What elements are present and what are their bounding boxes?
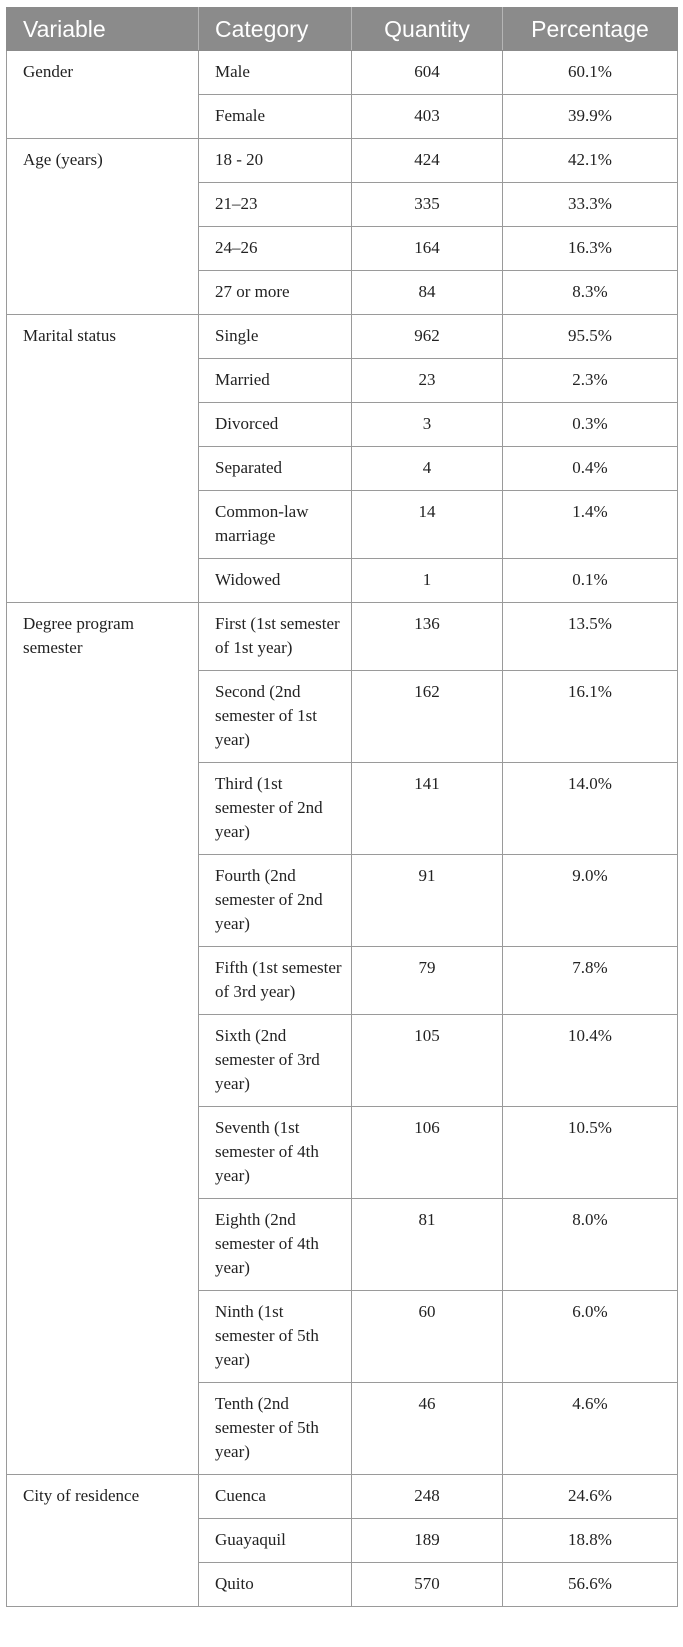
quantity-cell: 60: [352, 1291, 503, 1383]
percentage-cell: 8.3%: [503, 271, 678, 315]
category-cell: Quito: [199, 1563, 352, 1607]
category-cell: Seventh (1st semester of 4th year): [199, 1107, 352, 1199]
variable-cell: Marital status: [7, 315, 199, 603]
quantity-cell: 335: [352, 183, 503, 227]
table-row: [7, 603, 678, 671]
quantity-cell: 962: [352, 315, 503, 359]
table-row: [7, 315, 678, 359]
category-cell: 27 or more: [199, 271, 352, 315]
category-cell: First (1st semester of 1st year): [199, 603, 352, 671]
quantity-cell: 106: [352, 1107, 503, 1199]
table-body: [7, 51, 678, 1607]
percentage-cell: 95.5%: [503, 315, 678, 359]
table-container: [6, 7, 677, 1607]
category-cell: 21–23: [199, 183, 352, 227]
percentage-cell: 8.0%: [503, 1199, 678, 1291]
percentage-cell: 2.3%: [503, 359, 678, 403]
percentage-cell: 16.3%: [503, 227, 678, 271]
header-variable: Variable: [7, 8, 199, 51]
quantity-cell: 403: [352, 95, 503, 139]
quantity-cell: 570: [352, 1563, 503, 1607]
category-cell: Married: [199, 359, 352, 403]
percentage-cell: 9.0%: [503, 855, 678, 947]
variable-cell: City of residence: [7, 1475, 199, 1607]
percentage-cell: 6.0%: [503, 1291, 678, 1383]
quantity-cell: 141: [352, 763, 503, 855]
percentage-cell: 0.4%: [503, 447, 678, 491]
header-percentage: Percentage: [503, 8, 678, 51]
variable-cell: Age (years): [7, 139, 199, 315]
header-row: [7, 8, 678, 51]
category-cell: Sixth (2nd semester of 3rd year): [199, 1015, 352, 1107]
category-cell: Male: [199, 51, 352, 95]
demographics-table: [6, 7, 678, 1607]
quantity-cell: 3: [352, 403, 503, 447]
category-cell: Female: [199, 95, 352, 139]
percentage-cell: 60.1%: [503, 51, 678, 95]
category-cell: Divorced: [199, 403, 352, 447]
percentage-cell: 24.6%: [503, 1475, 678, 1519]
category-cell: Common-law marriage: [199, 491, 352, 559]
category-cell: Ninth (1st semester of 5th year): [199, 1291, 352, 1383]
category-cell: Tenth (2nd semester of 5th year): [199, 1383, 352, 1475]
table-row: [7, 139, 678, 183]
percentage-cell: 1.4%: [503, 491, 678, 559]
category-cell: Separated: [199, 447, 352, 491]
quantity-cell: 248: [352, 1475, 503, 1519]
quantity-cell: 14: [352, 491, 503, 559]
header-quantity: Quantity: [352, 8, 503, 51]
category-cell: Third (1st semester of 2nd year): [199, 763, 352, 855]
quantity-cell: 81: [352, 1199, 503, 1291]
category-cell: Single: [199, 315, 352, 359]
category-cell: Cuenca: [199, 1475, 352, 1519]
percentage-cell: 18.8%: [503, 1519, 678, 1563]
percentage-cell: 16.1%: [503, 671, 678, 763]
category-cell: 24–26: [199, 227, 352, 271]
percentage-cell: 10.4%: [503, 1015, 678, 1107]
percentage-cell: 13.5%: [503, 603, 678, 671]
percentage-cell: 7.8%: [503, 947, 678, 1015]
quantity-cell: 604: [352, 51, 503, 95]
table-row: [7, 1475, 678, 1519]
quantity-cell: 424: [352, 139, 503, 183]
variable-cell: Degree program semester: [7, 603, 199, 1475]
category-cell: Fourth (2nd semester of 2nd year): [199, 855, 352, 947]
quantity-cell: 189: [352, 1519, 503, 1563]
percentage-cell: 39.9%: [503, 95, 678, 139]
percentage-cell: 10.5%: [503, 1107, 678, 1199]
table-row: [7, 51, 678, 95]
quantity-cell: 4: [352, 447, 503, 491]
category-cell: 18 - 20: [199, 139, 352, 183]
quantity-cell: 164: [352, 227, 503, 271]
quantity-cell: 79: [352, 947, 503, 1015]
variable-cell: Gender: [7, 51, 199, 139]
percentage-cell: 42.1%: [503, 139, 678, 183]
quantity-cell: 1: [352, 559, 503, 603]
category-cell: Eighth (2nd semester of 4th year): [199, 1199, 352, 1291]
percentage-cell: 14.0%: [503, 763, 678, 855]
quantity-cell: 136: [352, 603, 503, 671]
percentage-cell: 0.3%: [503, 403, 678, 447]
header-category: Category: [199, 8, 352, 51]
category-cell: Fifth (1st semester of 3rd year): [199, 947, 352, 1015]
category-cell: Widowed: [199, 559, 352, 603]
percentage-cell: 56.6%: [503, 1563, 678, 1607]
quantity-cell: 105: [352, 1015, 503, 1107]
quantity-cell: 162: [352, 671, 503, 763]
quantity-cell: 91: [352, 855, 503, 947]
percentage-cell: 33.3%: [503, 183, 678, 227]
table-header: [7, 8, 678, 51]
quantity-cell: 23: [352, 359, 503, 403]
quantity-cell: 46: [352, 1383, 503, 1475]
category-cell: Guayaquil: [199, 1519, 352, 1563]
percentage-cell: 0.1%: [503, 559, 678, 603]
category-cell: Second (2nd semester of 1st year): [199, 671, 352, 763]
quantity-cell: 84: [352, 271, 503, 315]
percentage-cell: 4.6%: [503, 1383, 678, 1475]
